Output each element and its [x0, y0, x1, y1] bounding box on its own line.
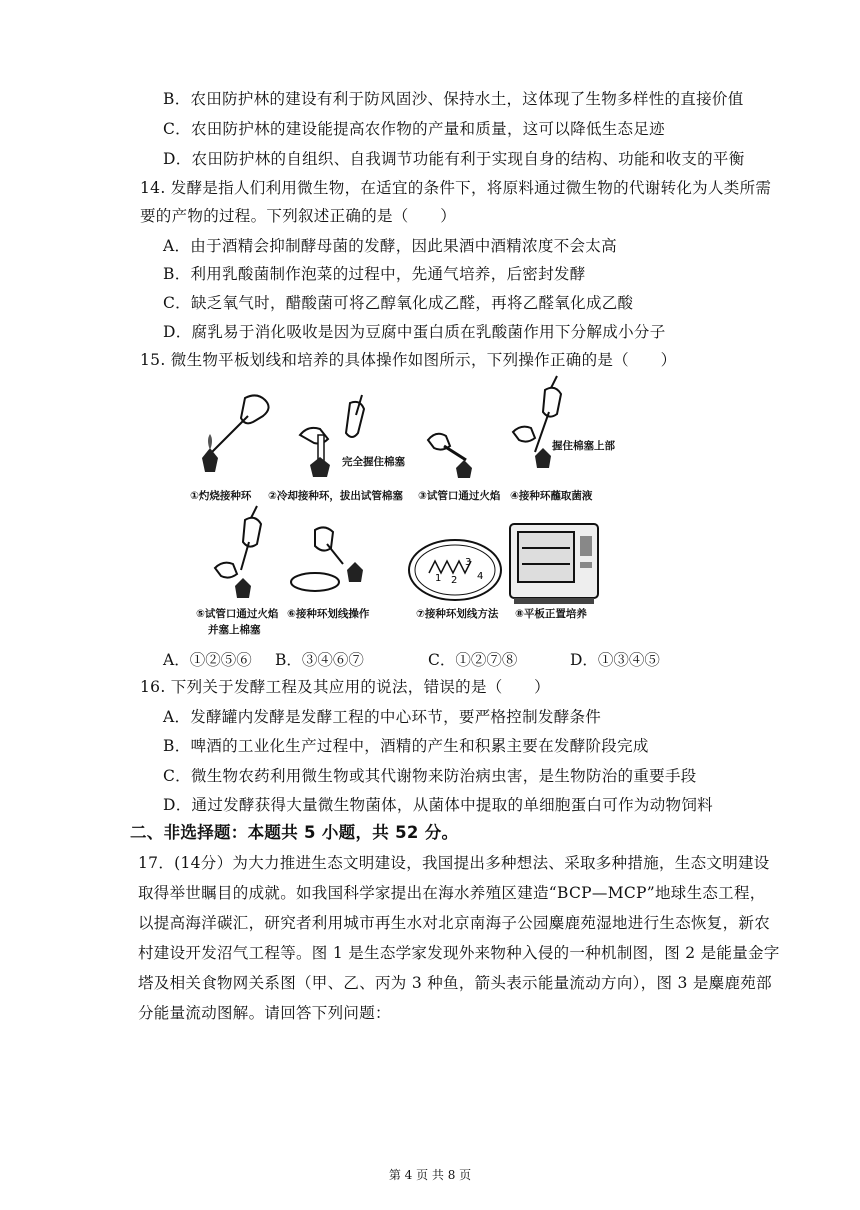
figure-note-2: 握住棉塞上部 — [552, 440, 615, 452]
q14-option-b: B．利用乳酸菌制作泡菜的过程中，先通气培养，后密封发酵 — [163, 265, 586, 283]
section-heading: 二、非选择题：本题共 5 小题，共 52 分。 — [130, 823, 459, 842]
q14-option-a: A．由于酒精会抑制酵母菌的发酵，因此果酒中酒精浓度不会太高 — [163, 237, 617, 255]
step-caption-7: ⑦接种环划线方法 — [416, 608, 499, 620]
step-caption-1: ①灼烧接种环 — [190, 490, 252, 502]
q16-option-b: B．啤酒的工业化生产过程中，酒精的产生和积累主要在发酵阶段完成 — [163, 737, 649, 755]
step6-streak-illustration — [285, 520, 385, 600]
step-caption-5: ⑤试管口通过火焰 — [196, 608, 279, 620]
q13-option-b: B．农田防护林的建设有利于防风固沙、保持水土，这体现了生物多样性的直接价值 — [163, 90, 744, 108]
q17-line5: 塔及相关食物网关系图（甲、乙、丙为 3 种鱼，箭头表示能量流动方向），图 3 是麋鹿苑部 — [138, 974, 772, 992]
q13-option-d: D．农田防护林的自组织、自我调节功能有利于实现自身的结构、功能和收支的平衡 — [163, 150, 745, 168]
q17-line1: 17．(14分）为大力推进生态文明建设，我国提出多种想法、采取多种措施，生态文明建设 — [138, 854, 770, 872]
step5-plug-tube-illustration — [205, 510, 285, 605]
step-caption-5-line2: 并塞上棉塞 — [208, 624, 261, 636]
q17-line3: 以提高海洋碳汇，研究者利用城市再生水对北京南海子公园麋鹿苑湿地进行生态恢复，新农 — [138, 914, 771, 932]
q14-option-d: D．腐乳易于消化吸收是因为豆腐中蛋白质在乳酸菌作用下分解成小分子 — [163, 323, 666, 341]
q14-option-c: C．缺乏氧气时，醋酸菌可将乙醇氧化成乙醛，再将乙醛氧化成乙酸 — [163, 294, 634, 312]
step-caption-3: ③试管口通过火焰 — [418, 490, 501, 502]
q14-stem-line2: 要的产物的过程。下列叙述正确的是（ ） — [140, 207, 457, 225]
q16-option-d: D．通过发酵获得大量微生物菌体，从菌体中提取的单细胞蛋白可作为动物饲料 — [163, 796, 713, 814]
page-footer: 第 4 页 共 8 页 — [388, 1168, 472, 1182]
q14-stem-line1: 14. 发酵是指人们利用微生物，在适宜的条件下，将原料通过微生物的代谢转化为人类所需 — [140, 179, 772, 197]
dish-label-1: 1 — [435, 573, 442, 584]
q13-option-c: C．农田防护林的建设能提高农作物的产量和质量，这可以降低生态足迹 — [163, 120, 665, 138]
q16-stem: 16. 下列关于发酵工程及其应用的说法，错误的是（ ） — [140, 678, 550, 696]
step-caption-4: ④接种环蘸取菌液 — [510, 490, 593, 502]
step8-incubator-illustration — [508, 520, 600, 606]
q15-choice-c: C．①②⑦⑧ — [428, 651, 518, 669]
q15-stem: 15. 微生物平板划线和培养的具体操作如图所示，下列操作正确的是（ ） — [140, 351, 677, 369]
step3-tube-flame-illustration — [420, 420, 500, 480]
q17-line2: 取得举世瞩目的成就。如我国科学家提出在海水养殖区建造“BCP—MCP”地球生态工程， — [138, 884, 766, 902]
step-caption-6: ⑥接种环划线操作 — [287, 608, 370, 620]
q16-option-c: C．微生物农药利用微生物或其代谢物来防治病虫害，是生物防治的重要手段 — [163, 767, 697, 785]
step7-streak-dish-illustration — [405, 535, 505, 605]
step4-dip-loop-illustration — [505, 382, 585, 477]
q17-line4: 村建设开发沼气工程等。图 1 是生态学家发现外来物种入侵的一种机制图，图 2 是能量金字 — [138, 944, 780, 962]
step-caption-8: ⑧平板正置培养 — [515, 608, 587, 620]
step-caption-2: ②冷却接种环，拔出试管棉塞 — [268, 490, 403, 502]
dish-label-2: 2 — [451, 575, 458, 586]
q15-choice-d: D．①③④⑤ — [570, 651, 660, 669]
dish-label-4: 4 — [477, 571, 484, 582]
q16-option-a: A．发酵罐内发酵是发酵工程的中心环节，要严格控制发酵条件 — [163, 708, 602, 726]
figure-note-1: 完全握住棉塞 — [342, 456, 405, 468]
q15-choice-b: B．③④⑥⑦ — [275, 651, 364, 669]
step1-flame-loop-illustration — [190, 388, 280, 483]
q17-line6: 分能量流动图解。请回答下列问题： — [138, 1004, 391, 1022]
q15-choice-a: A．①②⑤⑥ — [163, 651, 252, 669]
dish-label-3: 3 — [465, 557, 472, 568]
